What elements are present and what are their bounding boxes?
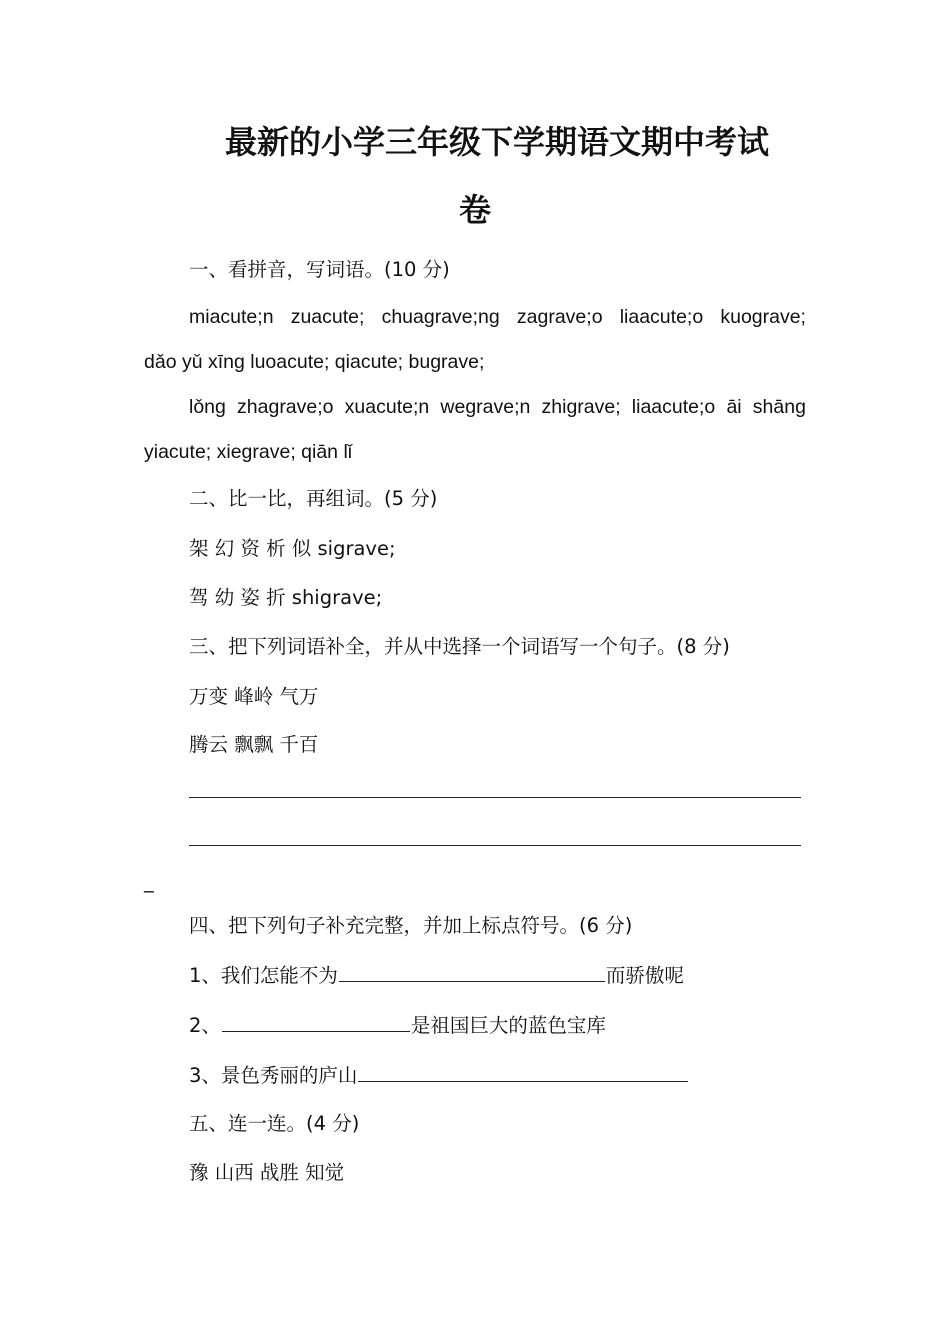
- answer-line[interactable]: [189, 845, 801, 846]
- pinyin-word: zagrave;o: [516, 306, 603, 328]
- section4-heading: 四、把下列句子补充完整，并加上标点符号。(6 分): [189, 914, 633, 937]
- pinyin-word: miacute;n: [189, 306, 274, 328]
- pinyin-word: zuacute;: [290, 306, 365, 328]
- section4-item2: [189, 1011, 606, 1040]
- pinyin-word: āi: [726, 396, 742, 418]
- pinyin-word: liaacute;o: [619, 306, 704, 328]
- pinyin-word: shāng: [752, 396, 806, 418]
- fill-blank[interactable]: [222, 1011, 410, 1032]
- section1-pinyin-row1-cont: [144, 348, 484, 376]
- sentence-suffix: 是祖国巨大的蓝色宝库: [410, 1014, 606, 1037]
- pinyin-word: xuacute;n: [344, 396, 430, 418]
- answer-line[interactable]: [189, 797, 801, 798]
- pinyin-text: dǎo yǔ xīng luoacute; qiacute; bugrave;: [144, 351, 485, 373]
- section1-pinyin-row2: [189, 393, 806, 421]
- pinyin-word: wegrave;n: [440, 396, 531, 418]
- section4-item3: [189, 1061, 689, 1090]
- section3-row1: 万变 峰岭 气万: [189, 685, 319, 708]
- section4-item1: [189, 961, 684, 990]
- section1-pinyin-row2-cont: [144, 438, 352, 466]
- section5-row1: 豫 山西 战胜 知觉: [189, 1161, 345, 1184]
- exam-title-line1: 最新的小学三年级下学期语文期中考试: [225, 123, 770, 161]
- pinyin-word: chuagrave;ng: [381, 306, 500, 328]
- sentence-prefix: 2、: [189, 1014, 221, 1037]
- pinyin-text: yiacute; xiegrave; qiān lǐ: [144, 441, 353, 463]
- section2-row2: 驾 幼 姿 折 shigrave;: [189, 586, 383, 609]
- pinyin-word: lǒng: [189, 396, 226, 418]
- section5-heading: 五、连一连。(4 分): [189, 1112, 360, 1135]
- fill-blank[interactable]: [358, 1061, 688, 1082]
- pinyin-word: zhagrave;o: [237, 396, 334, 418]
- pinyin-word: zhigrave;: [541, 396, 621, 418]
- section3-heading: 三、把下列词语补全，并从中选择一个词语写一个句子。(8 分): [189, 635, 730, 658]
- section2-row1: 架 幻 资 析 似 sigrave;: [189, 537, 396, 560]
- section1-heading: 一、看拼音，写词语。(10 分): [189, 258, 450, 281]
- sentence-prefix: 1、我们怎能不为: [189, 964, 338, 987]
- section2-heading: 二、比一比，再组词。(5 分): [189, 487, 438, 510]
- exam-title-line2: 卷: [459, 191, 492, 229]
- section1-pinyin-row1: [189, 303, 806, 331]
- sentence-prefix: 3、景色秀丽的庐山: [189, 1064, 358, 1087]
- answer-line-tail: _: [144, 870, 154, 893]
- pinyin-word: liaacute;o: [631, 396, 716, 418]
- pinyin-word: kuograve;: [720, 306, 806, 328]
- sentence-suffix: 而骄傲呢: [605, 964, 684, 987]
- section3-row2: 腾云 飘飘 千百: [189, 733, 319, 756]
- fill-blank[interactable]: [339, 961, 605, 982]
